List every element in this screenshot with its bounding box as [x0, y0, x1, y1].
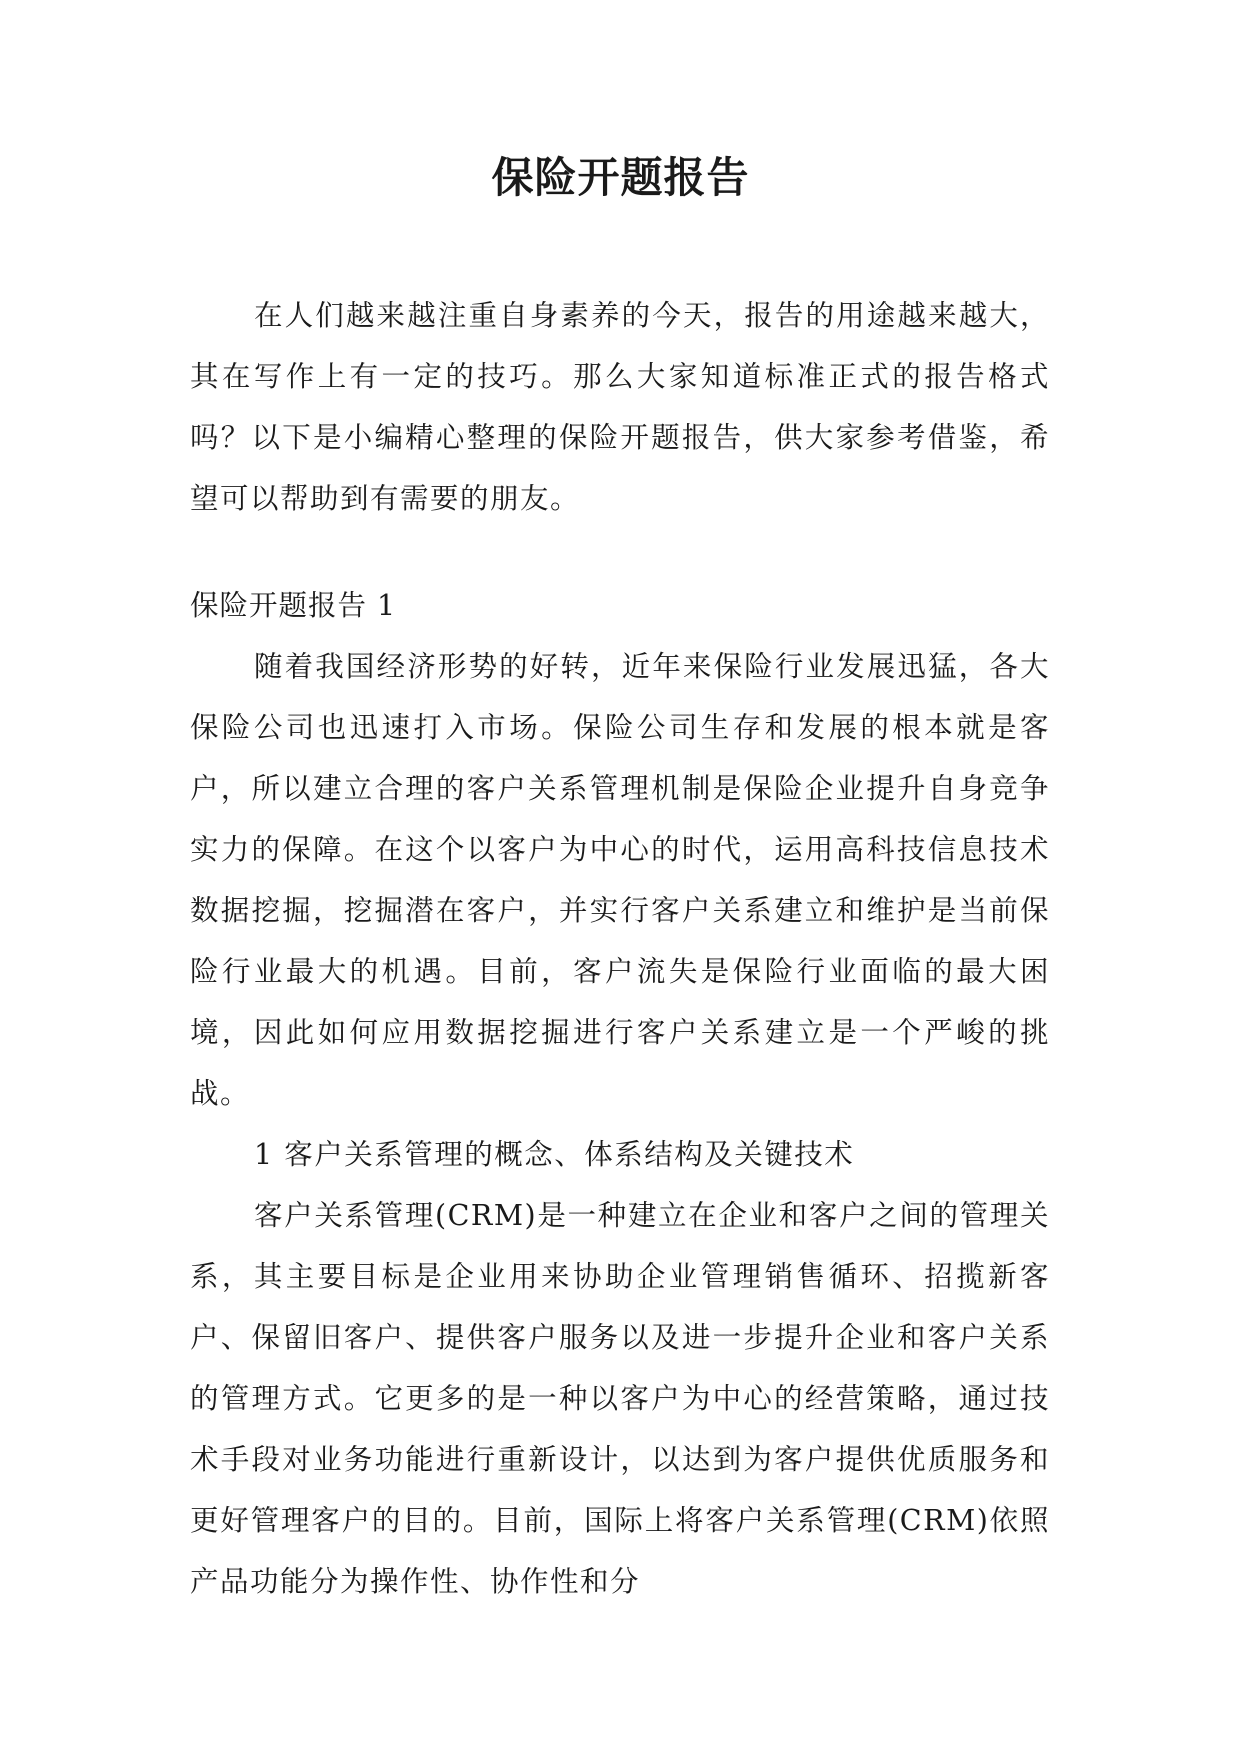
section-body: [190, 636, 1050, 1612]
section-paragraph-2: 客户关系管理(CRM)是一种建立在企业和客户之间的管理关系，其主要目标是企业用来协助企业管理销售循环、招揽新客户、保留旧客户、提供客户服务以及进一步提升企业和客户关系的管理方式。它更多的是一种以客户为中心的经营策略，通过技术手段对业务功能进行重新设计，以达到为客户提供优质服务和更好管理客户的目的。目前，国际上将客户关系管理(CRM)依照产品功能分为操作性、协作性和分: [190, 1199, 1050, 1598]
section-heading: 保险开题报告 1: [190, 589, 397, 622]
section-paragraph-1: 随着我国经济形势的好转，近年来保险行业发展迅猛，各大保险公司也迅速打入市场。保险公司生存和发展的根本就是客户，所以建立合理的客户关系管理机制是保险企业提升自身竞争实力的保障。在这个以客户为中心的时代，运用高科技信息技术数据挖掘，挖掘潜在客户，并实行客户关系建立和维护是当前保险行业最大的机遇。目前，客户流失是保险行业面临的最大困境，因此如何应用数据挖掘进行客户关系建立是一个严峻的挑战。: [190, 650, 1050, 1110]
intro-paragraph: 在人们越来越注重自身素养的今天，报告的用途越来越大，其在写作上有一定的技巧。那么大家知道标准正式的报告格式吗？以下是小编精心整理的保险开题报告，供大家参考借鉴，希望可以帮助到有需要的朋友。: [190, 299, 1050, 515]
document-title: 保险开题报告: [491, 153, 750, 202]
section-subheading: 1 客户关系管理的概念、体系结构及关键技术: [254, 1138, 855, 1171]
